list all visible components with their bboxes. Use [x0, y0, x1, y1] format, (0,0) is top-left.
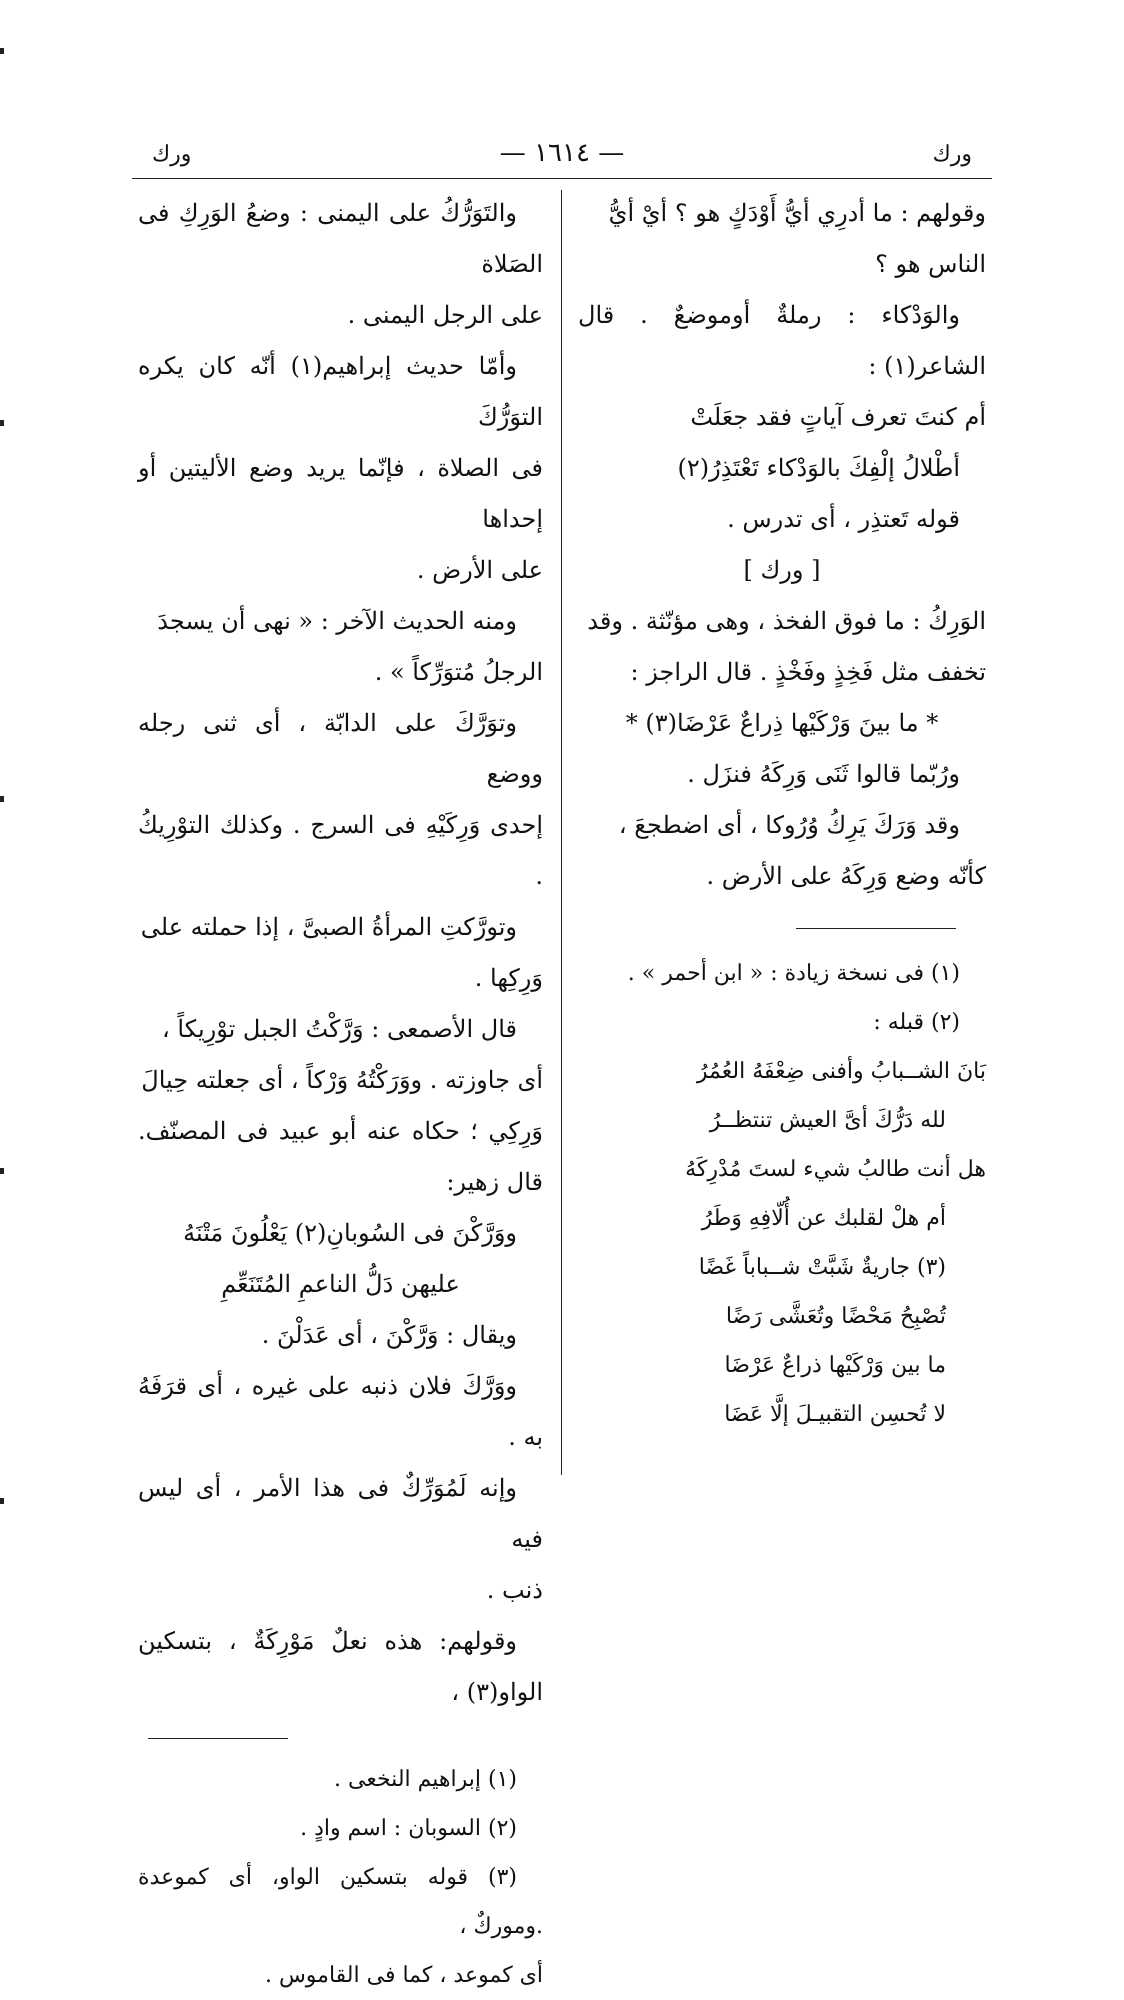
verse-line: ووَرَّكْنَ فى السُوبانِ(٢) يَعْلُونَ مَتْنَهُ — [183, 1219, 517, 1247]
scan-edge-mark — [0, 1498, 4, 1504]
verse-line: عليهن دَلُّ الناعمِ المُتَنَعِّمِ — [221, 1270, 460, 1298]
text-line: وتورَّكتِ المرأةُ الصبىَّ ، إذا حملته على — [140, 913, 517, 941]
scan-edge-mark — [0, 48, 4, 54]
text-line: وقولهم : ما أدرِي أيُّ أَوْدَكٍ هو ؟ أيْ أيُّ — [608, 199, 986, 227]
text-line: والتَوَرُّكُ على اليمنى : وضعُ الوَرِكِ فى الصَلاة — [138, 199, 543, 278]
text-line: ومنه الحديث الآخر : « نهى أن يسجدَ — [157, 607, 517, 635]
entry-heading: [ ورك ] — [743, 556, 821, 584]
footnote-verse: هل أنت طالبُ شيء لستَ مُدْرِكَهُ — [685, 1157, 986, 1182]
text-line: على الرجل اليمنى . — [347, 301, 543, 329]
text-line: والوَدْكاء : رملةٌ أوموضعٌ . قال الشاعر(١) : — [578, 301, 986, 380]
text-line: أى جاوزته . ووَرَكْتُهُ وَرْكاً ، أى جعلته حِيالَ — [141, 1066, 543, 1094]
text-line: الرجلُ مُتوَرِّكاً » . — [374, 658, 543, 686]
column-divider — [561, 190, 562, 1475]
text-line: قوله تَعتذِر ، أى تدرس . — [727, 505, 960, 533]
footnote-verse: تُصْبِحُ مَحْضًا وتُعَشَّى رَضًا — [725, 1304, 946, 1329]
text-line: وَرِكِي ؛ حكاه عنه أبو عبيد فى المصنّف. قال زهير: — [138, 1117, 543, 1196]
verse-line: أطْلالُ إلْفِكَ بالوَدْكاء تَعْتَذِرُ(٢) — [677, 454, 960, 482]
text-line: ووَرَّكَ فلان ذنبه على غيره ، أى قرَفَهُ به . — [138, 1372, 543, 1451]
footnote-verse: لله دَرُّكَ أىَّ العيش تنتظــرُ — [709, 1108, 946, 1133]
text-line: الوَرِكُ : ما فوق الفخذ ، وهى مؤنّثة . وقد — [587, 607, 986, 635]
text-line: ذنب . — [486, 1576, 543, 1604]
text-line: فى الصلاة ، فإنّما يريد وضع الأليتين أو إحداها — [138, 454, 543, 533]
text-line: الناس هو ؟ — [875, 250, 986, 278]
text-line: إحدى وَرِكَيْهِ فى السرج . وكذلك التوْرِيكُ . — [138, 811, 543, 890]
text-line: كأنّه وضع وَرِكَهُ على الأرض . — [706, 862, 986, 890]
footnote-verse: ما بين وَرْكَيْها ذراعٌ عَرْضَا — [724, 1353, 946, 1378]
text-line: ويقال : وَرَّكْنَ ، أى عَدَلْنَ . — [261, 1321, 517, 1349]
text-line: وَرِكِها . — [474, 964, 543, 992]
header-rule — [132, 178, 992, 179]
footnote: (٢) السوبان : اسم وادٍ . — [300, 1816, 517, 1841]
footnote: (١) إبراهيم النخعى . — [334, 1767, 517, 1792]
verse-line: * ما بينَ وَرْكَيْها ذِراعٌ عَرْضَا(٣) * — [625, 709, 939, 737]
scan-edge-mark — [0, 796, 4, 802]
footnote-verse: لا تُحسِن التقبيـلَ إلَّا عَضَا — [724, 1402, 946, 1427]
text-line: وإنه لَمُوَرِّكٌ فى هذا الأمر ، أى ليس فيه — [138, 1474, 543, 1553]
page-number: — ١٦١٤ — — [499, 138, 625, 168]
text-line: وقولهم: هذه نعلٌ مَوْرِكَةٌ ، بتسكين الواو(٣) ، — [138, 1627, 543, 1706]
footnote: أى كموعد ، كما فى القاموس . — [264, 1963, 543, 1988]
left-column — [138, 188, 543, 2000]
footnote-verse: بَانَ الشــبابُ وأفنى ضِعْفَهُ العُمُرُ — [696, 1059, 986, 1084]
footnote-verse: (٣) جاريةٌ شَبَّتْ شــباباً غَضًا — [698, 1255, 946, 1280]
right-column — [578, 188, 986, 1439]
text-line: ورُبّما قالوا ثَنَى وَرِكَهُ فنزَل . — [687, 760, 960, 788]
scan-edge-mark — [0, 1168, 4, 1174]
footnote-rule — [148, 1738, 288, 1739]
text-line: قال الأصمعى : وَرَّكْتُ الجبل توْرِيكاً ، — [162, 1015, 517, 1043]
footnote-rule — [796, 928, 956, 929]
footnote: (٣) قوله بتسكين الواو، أى كموعدة .وموركٌ ، — [138, 1865, 543, 1939]
footnote: (٢) قبله : — [873, 1010, 960, 1035]
running-headword-right: ورك — [932, 142, 972, 167]
text-line: على الأرض . — [416, 556, 543, 584]
footnote: (١) فى نسخة زيادة : « ابن أحمر » . — [627, 961, 960, 986]
text-line: وقد وَرَكَ يَرِكُ وُرُوكا ، أى اضطجعَ ، — [618, 811, 960, 839]
scan-edge-mark — [0, 420, 4, 426]
text-line: وأمّا حديث إبراهيم(١) أنّه كان يكره التوَرُّكَ — [138, 352, 543, 431]
page-header — [132, 138, 992, 178]
footnote-verse: أم هلْ لقلبك عن أُلّافِهِ وَطَرُ — [701, 1206, 946, 1231]
verse-line: أم كنتَ تعرف آياتٍ فقد جعَلَتْ — [690, 403, 986, 431]
text-line: وتوَرَّكَ على الدابّة ، أى ثنى رجله ووضع — [138, 709, 543, 788]
running-headword-left: ورك — [152, 142, 192, 167]
text-line: تخفف مثل فَخِذٍ وفَخْذٍ . قال الراجز : — [630, 658, 986, 686]
